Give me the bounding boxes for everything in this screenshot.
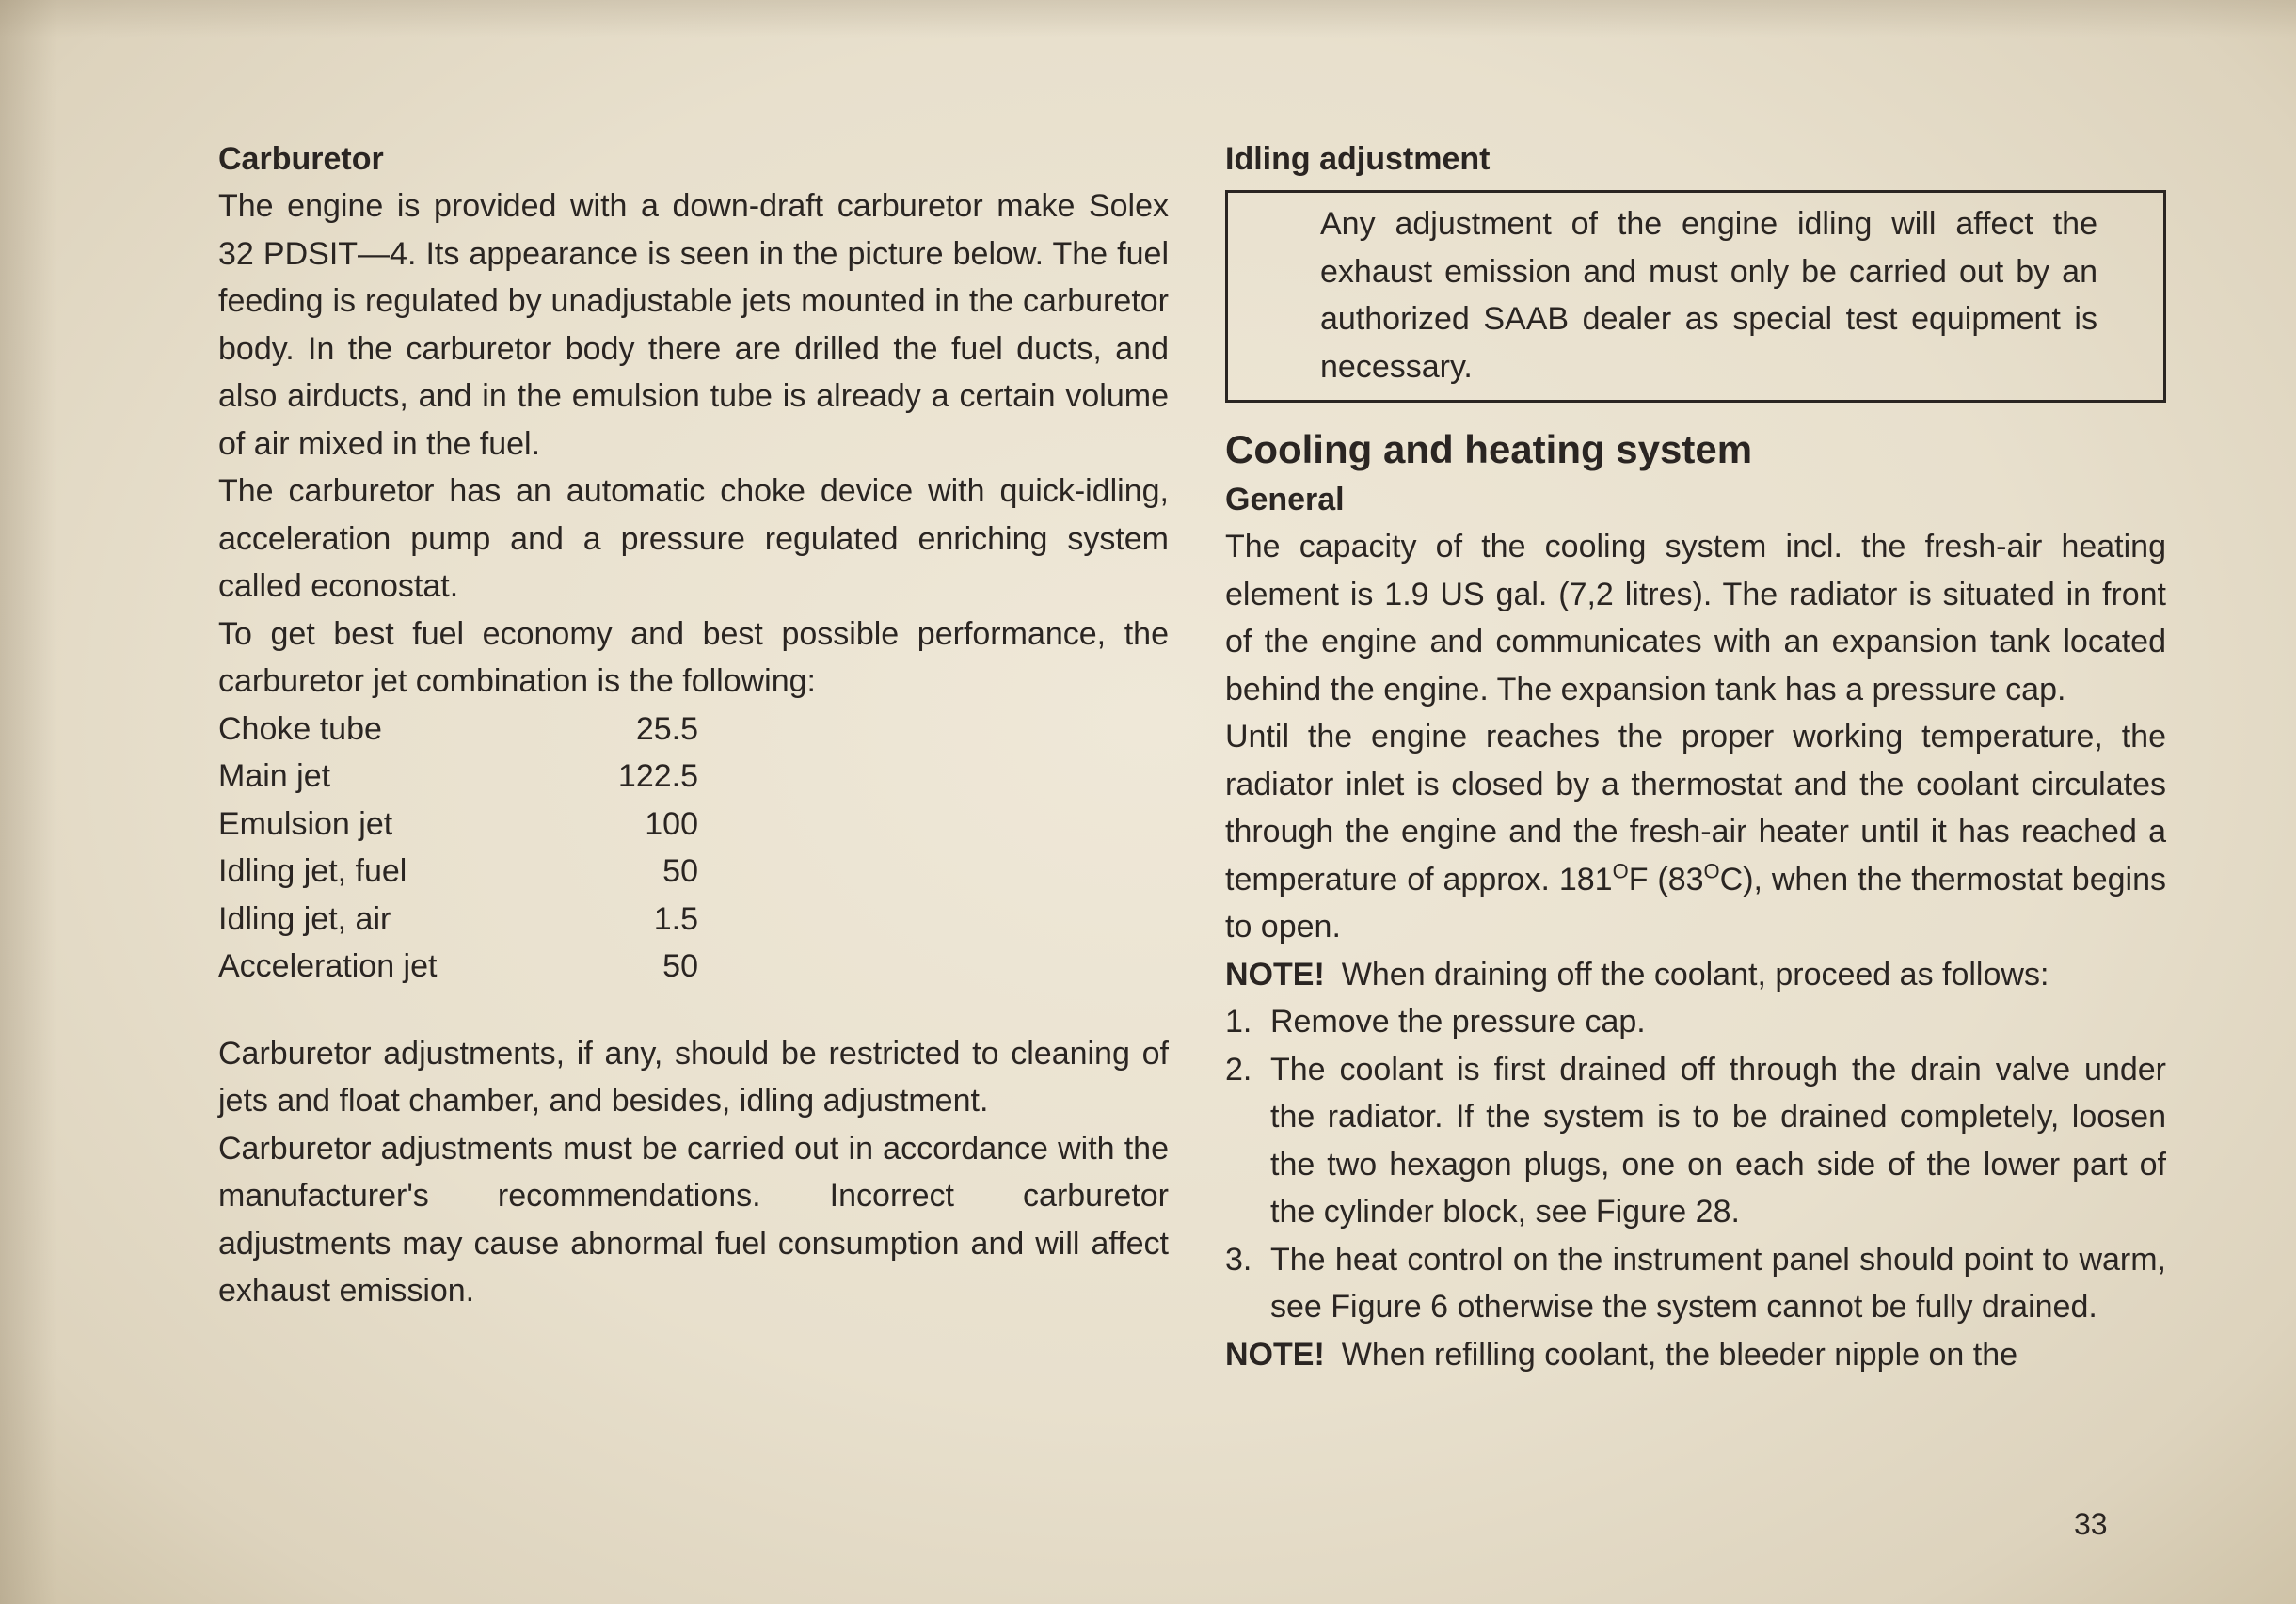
page-edge-shadow	[0, 0, 56, 1604]
note-refilling	[1225, 1331, 2166, 1379]
jet-name: Idling jet, air	[218, 900, 391, 937]
jet-name: Acceleration jet	[218, 948, 438, 984]
adjustments-paragraph: Carburetor adjustments, if any, should be restricted to cleaning of jets and float chamber, and besides, idling adjustment.	[218, 1035, 1169, 1119]
idling-heading: Idling adjustment	[1225, 141, 1491, 177]
temperature-text-1: Until the engine reaches the proper working temperature, the radiator inlet is closed by a thermostat and the coolant circulates through the engine and the fresh-air heater until it has reached a temperature of approx. 181	[1225, 719, 2166, 897]
idling-notice-box: Any adjustment of the engine idling will affect the exhaust emission and must only be carried out by an authorized SAAB dealer as special test equipment is necessary.	[1225, 190, 2166, 403]
temperature-text-2: F (83	[1628, 861, 1704, 897]
jet-row	[218, 896, 1169, 944]
jet-value: 25.5	[635, 710, 698, 747]
jet-value: 50	[662, 948, 698, 984]
page-number: 33	[2074, 1507, 2108, 1541]
note-label: NOTE!	[1225, 956, 1325, 993]
list-item	[1225, 1236, 2166, 1331]
temperature-text-3: C), when the thermostat begins to open.	[1225, 861, 2166, 945]
jet-name: Choke tube	[218, 710, 382, 747]
jet-name: Idling jet, fuel	[218, 853, 407, 889]
jet-row	[218, 753, 1169, 801]
list-text: The coolant is first drained off through the drain valve under the radiator. If the system is to be drained completely, loosen the two hexagon plugs, one on each side of the lower part of the cylinder block, see Figure 28.	[1270, 1051, 2166, 1230]
list-number: 1.	[1225, 1004, 1252, 1040]
list-item	[1225, 998, 2166, 1046]
carburetor-heading: Carburetor	[218, 141, 384, 177]
degree-symbol: O	[1612, 859, 1629, 883]
jet-row	[218, 801, 1169, 849]
jet-name: Main jet	[218, 758, 331, 794]
page-top-shadow	[0, 0, 2296, 38]
note-draining	[1225, 951, 2166, 999]
capacity-paragraph: The capacity of the cooling system incl. the fresh-air heating element is 1.9 US gal. (7,2 litres). The radiator is situated in front of the engine and communicates with an expansion tank located behind the engine. The expansion tank has a pressure cap.	[1225, 529, 2166, 707]
list-number: 3.	[1225, 1241, 1252, 1278]
note-label: NOTE!	[1225, 1336, 1325, 1373]
choke-paragraph: The carburetor has an automatic choke device with quick-idling, acceleration pump and a pressure regulated enriching system called econostat.	[218, 473, 1169, 604]
left-column	[218, 135, 1169, 1315]
temperature-paragraph	[1225, 713, 2166, 951]
economy-paragraph: To get best fuel economy and best possible performance, the carburetor jet combination is the following:	[218, 615, 1169, 699]
cooling-heading: Cooling and heating system	[1225, 427, 1753, 471]
jet-row	[218, 848, 1169, 896]
jet-value: 50	[662, 853, 698, 889]
list-text: The heat control on the instrument panel should point to warm, see Figure 6 otherwise the system cannot be fully drained.	[1270, 1241, 2166, 1325]
general-heading: General	[1225, 482, 1345, 517]
right-column	[1225, 135, 2166, 1378]
note-text: When refilling coolant, the bleeder nipple on the	[1341, 1336, 2018, 1373]
list-item	[1225, 1046, 2166, 1236]
jet-table	[218, 706, 1169, 991]
spacer	[218, 991, 1169, 1030]
jet-row	[218, 706, 1169, 754]
jet-value: 1.5	[653, 900, 698, 937]
carburetor-intro: The engine is provided with a down-draft carburetor make Solex 32 PDSIT—4. Its appearance is seen in the picture below. The fuel feeding is regulated by unadjustable jets mounted in the carburetor body. In the carburetor body there are drilled the fuel ducts, and also airducts, and in the emulsion tube is already a certain volume of air mixed in the fuel.	[218, 188, 1169, 462]
list-text: Remove the pressure cap.	[1270, 1004, 1646, 1040]
list-number: 2.	[1225, 1051, 1252, 1088]
note-text: When draining off the coolant, proceed as follows:	[1341, 956, 2049, 993]
degree-symbol: O	[1703, 859, 1720, 883]
jet-value: 100	[645, 805, 698, 842]
jet-name: Emulsion jet	[218, 805, 393, 842]
jet-row	[218, 943, 1169, 991]
manufacturer-paragraph: Carburetor adjustments must be carried out in accordance with the manufacturer's recommendations. Incorrect carburetor adjustments may cause abnormal fuel consumption and will affect exhaust emission.	[218, 1130, 1169, 1309]
jet-value: 122.5	[617, 758, 698, 794]
